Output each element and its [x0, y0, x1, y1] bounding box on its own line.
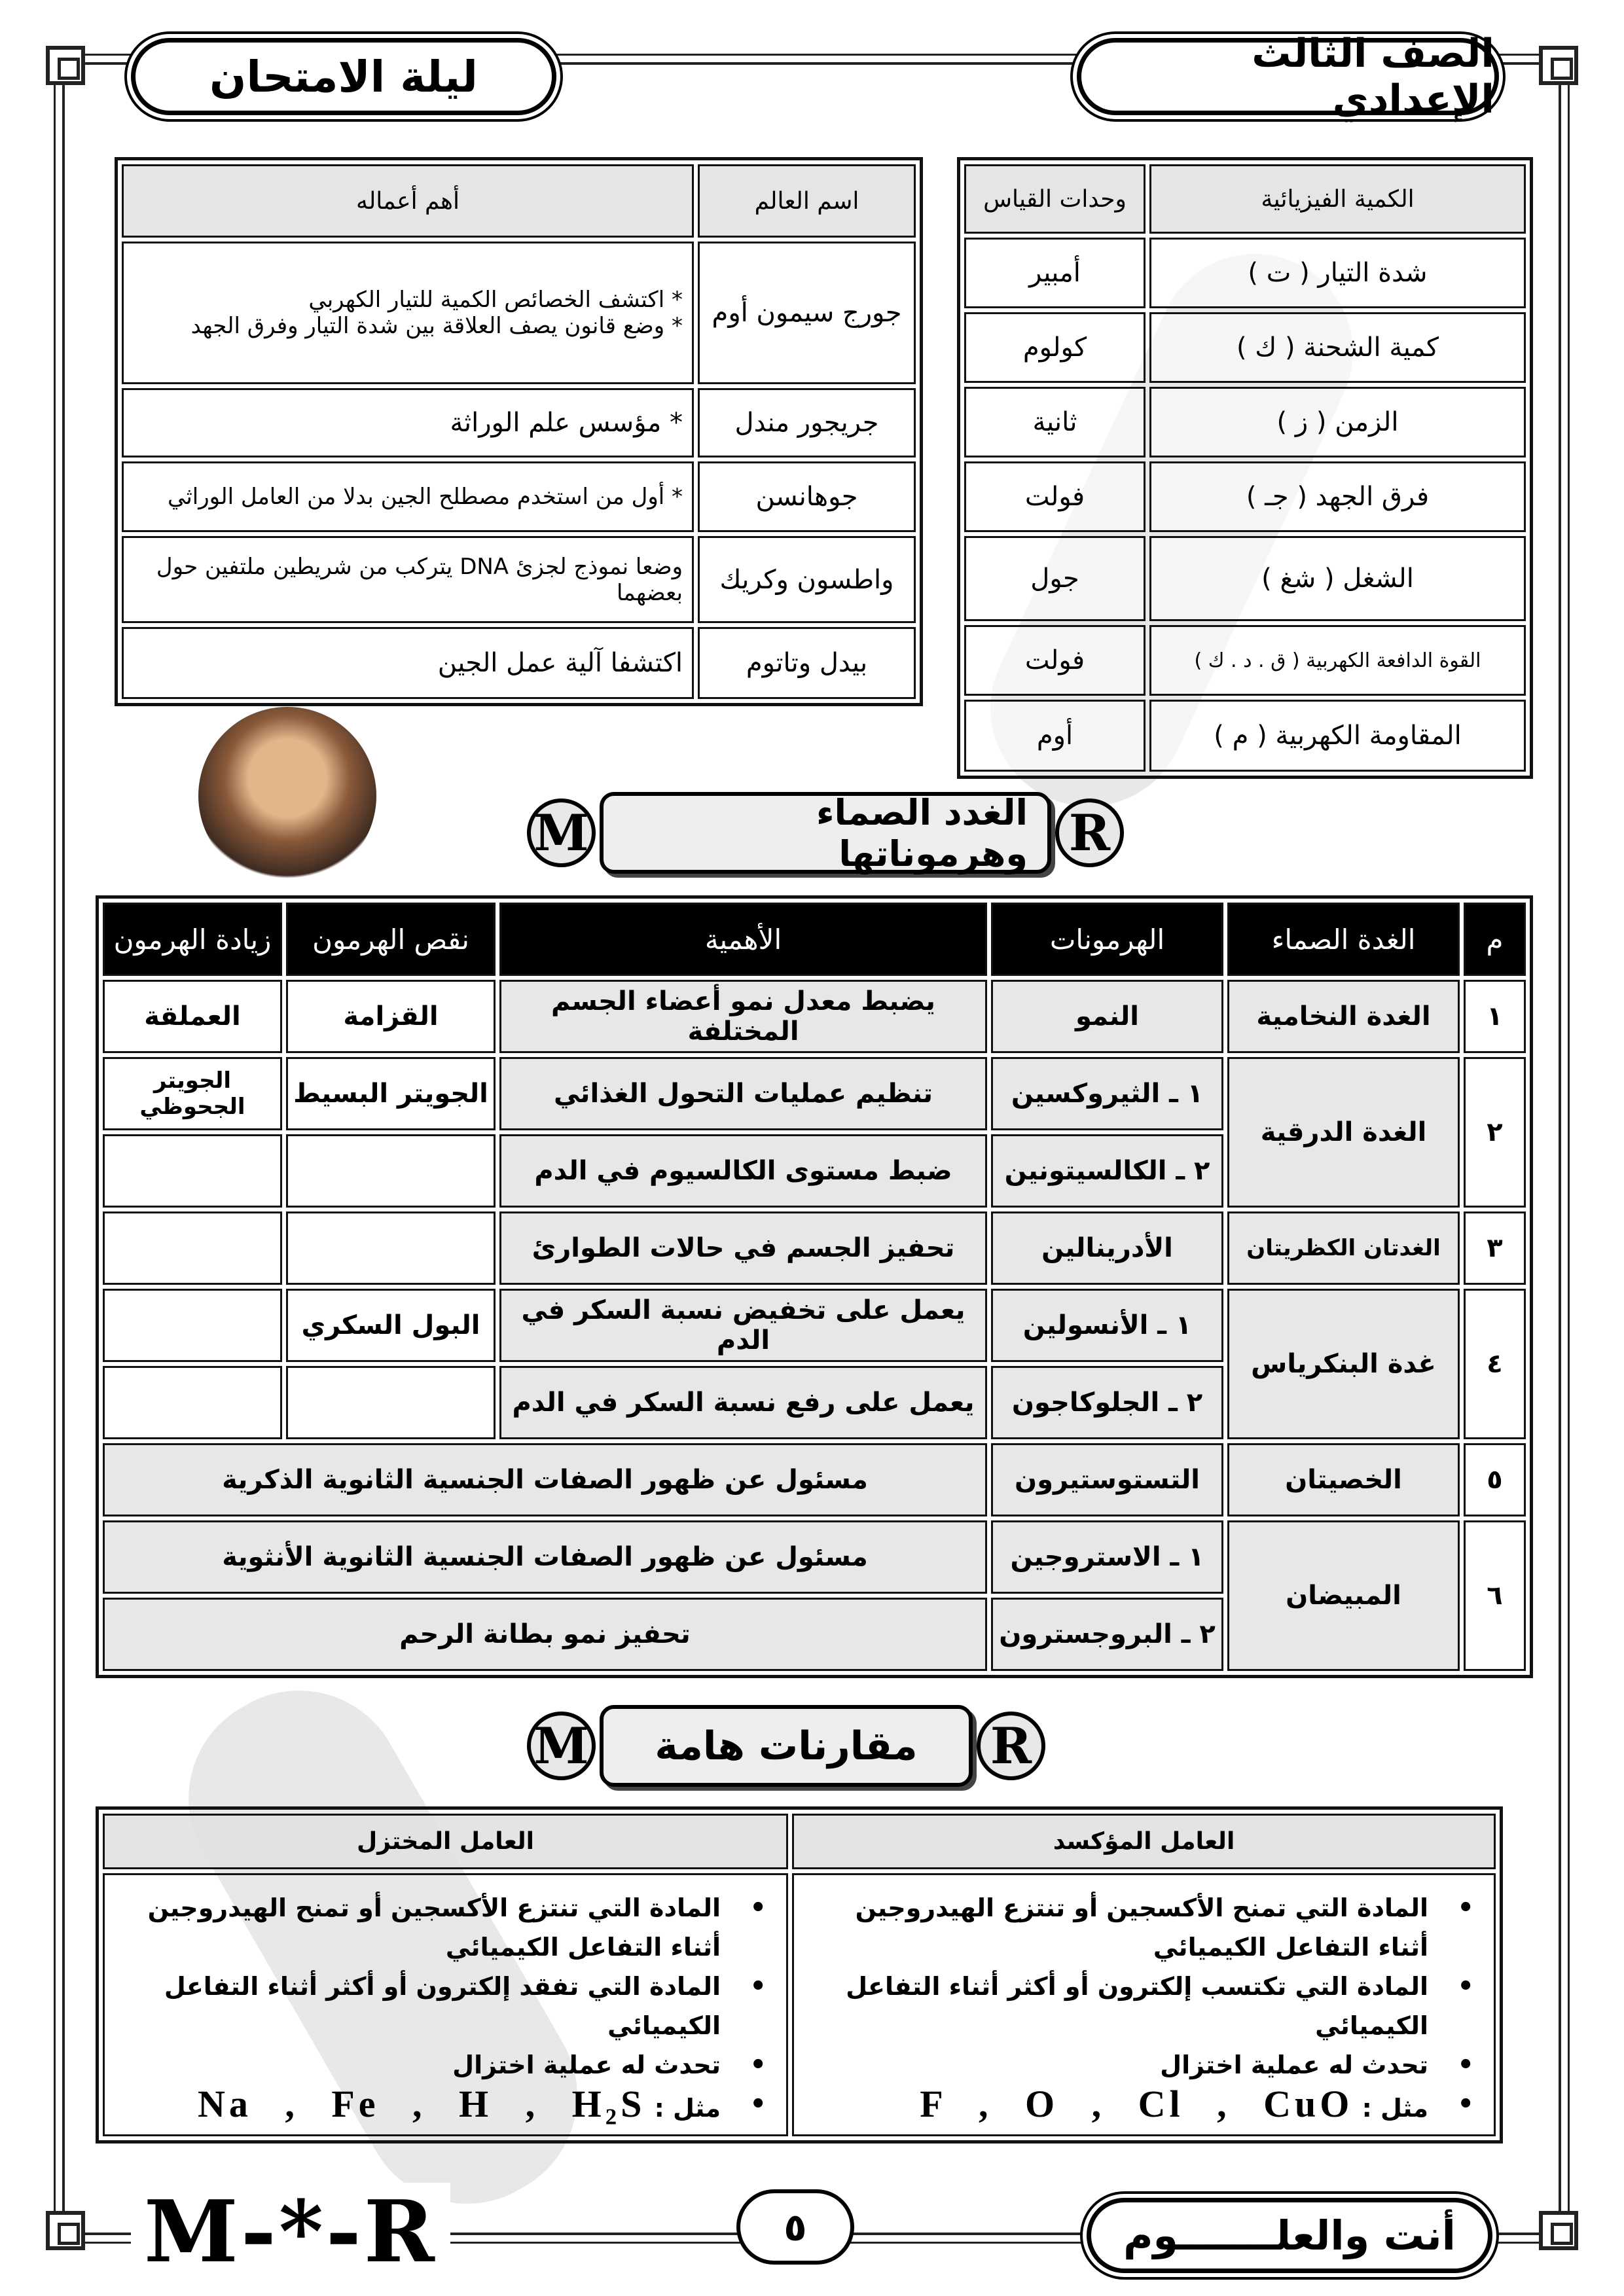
work-line: * مؤسس علم الوراثة [450, 408, 683, 438]
gland: غدة البنكرياس [1227, 1289, 1460, 1439]
importance: ضبط مستوى الكالسيوم في الدم [499, 1134, 987, 1208]
quantity: فرق الجهد ( جـ ) [1149, 461, 1526, 532]
table-row [964, 387, 1526, 457]
corner-ornament [1539, 2211, 1578, 2250]
importance: تحفيز الجسم في حالات الطوارئ [499, 1211, 987, 1285]
scientist-name: جريجور مندل [698, 388, 916, 457]
table-row [964, 461, 1526, 532]
corner-ornament [46, 46, 85, 85]
hormone: ١ ـ الثيروكسين [991, 1057, 1223, 1130]
footer-logo: M-*-R [131, 2183, 450, 2281]
corner-ornament [46, 2211, 85, 2250]
quantity: الزمن ( ز ) [1149, 387, 1526, 457]
excess: العملقة [103, 980, 282, 1053]
importance: يعمل على رفع نسبة السكر في الدم [499, 1366, 987, 1439]
row-number: ١ [1464, 980, 1526, 1053]
gland: الغدة النخامية [1227, 980, 1460, 1053]
badge-r: R [1055, 798, 1124, 867]
quantity: القوة الدافعة الكهربية ( ق . د . ك ) [1149, 625, 1526, 696]
scientist-portrait [198, 707, 376, 885]
table-row [122, 627, 916, 699]
importance: تحفيز نمو بطانة الرحم [103, 1598, 987, 1671]
corner-ornament [1539, 46, 1578, 85]
deficiency-empty [286, 1134, 496, 1208]
header-number: م [1464, 903, 1526, 976]
scientist-works [122, 461, 694, 532]
gland: الغدتان الكظريتان [1227, 1211, 1460, 1285]
scientist-works [122, 536, 694, 623]
scientist-name: جورج سيمون أوم [698, 242, 916, 384]
deficiency: القزامة [286, 980, 496, 1053]
row-number: ٤ [1464, 1289, 1526, 1439]
table-row [103, 1289, 1526, 1362]
point: • المادة التي تفقد إلكترون أو أكثر أثناء التفاعل الكيميائي [118, 1967, 767, 2045]
importance: يعمل على تخفيض نسبة السكر في الدم [499, 1289, 987, 1362]
work-line: * وضع قانون يصف العلاقة بين شدة التيار وفرق الجهد [190, 313, 683, 339]
hormone: ٢ ـ الجلوكاجون [991, 1366, 1223, 1439]
excess-empty [103, 1289, 282, 1362]
row-number: ٦ [1464, 1520, 1526, 1671]
section-header-comparisons [527, 1705, 1045, 1787]
table-row [964, 625, 1526, 696]
header-unit: وحدات القياس [964, 164, 1146, 234]
example-label: مثل : [654, 2094, 721, 2123]
unit: جول [964, 536, 1146, 621]
section-title: مقارنات هامة [600, 1705, 973, 1787]
unit: كولوم [964, 312, 1146, 383]
badge-m: M [527, 1712, 596, 1780]
header-gland: الغدة الصماء [1227, 903, 1460, 976]
hormone: ٢ ـ البروجسترون [991, 1598, 1223, 1671]
excess: الجويتر الجحوظي [103, 1057, 282, 1130]
hormone: ٢ ـ الكالسيتونين [991, 1134, 1223, 1208]
header-works: أهم أعماله [122, 164, 694, 238]
gland: المبيضان [1227, 1520, 1460, 1671]
header-right-title: الصف الثالث الإعدادي [1077, 38, 1499, 115]
table-row [103, 980, 1526, 1053]
scientist-works [122, 388, 694, 457]
gland: الغدة الدرقية [1227, 1057, 1460, 1208]
oxidizer-cell [792, 1873, 1496, 2136]
importance: تنظيم عمليات التحول الغذائي [499, 1057, 987, 1130]
unit: فولت [964, 461, 1146, 532]
scientists-table [115, 157, 923, 706]
scientist-name: واطسون وكريك [698, 536, 916, 623]
example-list: F , O , Cl , CuO [920, 2083, 1354, 2125]
importance: يضبط معدل نمو أعضاء الجسم المختلفة [499, 980, 987, 1053]
examples [118, 2085, 767, 2128]
hormone: ١ ـ الأنسولين [991, 1289, 1223, 1362]
header-hormones: الهرمونات [991, 903, 1223, 976]
importance: مسئول عن ظهور الصفات الجنسية الثانوية الأنثوية [103, 1520, 987, 1594]
excess-empty [103, 1134, 282, 1208]
example-label: مثل : [1362, 2094, 1428, 2123]
hormones-table [96, 895, 1533, 1678]
header-scientist-name: اسم العالم [698, 164, 916, 238]
deficiency: الجويتر البسيط [286, 1057, 496, 1130]
deficiency-empty [286, 1211, 496, 1285]
row-number: ٣ [1464, 1211, 1526, 1285]
table-row [964, 312, 1526, 383]
units-table [957, 157, 1533, 779]
header-left-title: ليلة الامتحان [131, 38, 556, 115]
table-row [122, 536, 916, 623]
table-row [122, 242, 916, 384]
quantity: المقاومة الكهربية ( م ) [1149, 700, 1526, 772]
quantity: الشغل ( شغ ) [1149, 536, 1526, 621]
quantity: شدة التيار ( ت ) [1149, 238, 1526, 308]
point: • المادة التي تكتسب إلكترون أو أكثر أثناء التفاعل الكيميائي [807, 1967, 1474, 2045]
excess-empty [103, 1366, 282, 1439]
unit: أوم [964, 700, 1146, 772]
badge-r: R [977, 1712, 1045, 1780]
badge-m: M [527, 798, 596, 867]
scientist-works [122, 627, 694, 699]
table-row [964, 536, 1526, 621]
comparison-table [96, 1806, 1503, 2144]
table-row [103, 1443, 1526, 1516]
point: • تحدث له عملية اختزال [118, 2045, 767, 2085]
scientist-name: جوهانسن [698, 461, 916, 532]
hormone: التستوستيرون [991, 1443, 1223, 1516]
table-row [122, 388, 916, 457]
deficiency: البول السكري [286, 1289, 496, 1362]
row-number: ٥ [1464, 1443, 1526, 1516]
header-reducer: العامل المختزل [103, 1814, 788, 1869]
deficiency-empty [286, 1366, 496, 1439]
point: • تحدث له عملية اختزال [807, 2045, 1474, 2085]
table-row [964, 238, 1526, 308]
table-row [103, 1057, 1526, 1130]
hormone: النمو [991, 980, 1223, 1053]
table-row [964, 700, 1526, 772]
unit: ثانية [964, 387, 1146, 457]
header-importance: الأهمية [499, 903, 987, 976]
gland: الخصيتان [1227, 1443, 1460, 1516]
header-excess: زيادة الهرمون [103, 903, 282, 976]
quantity: كمية الشحنة ( ك ) [1149, 312, 1526, 383]
importance: مسئول عن ظهور الصفات الجنسية الثانوية الذكرية [103, 1443, 987, 1516]
section-header-hormones [527, 792, 1124, 874]
page-number: ٥ [736, 2189, 854, 2265]
header-quantity: الكمية الفيزيائية [1149, 164, 1526, 234]
unit: فولت [964, 625, 1146, 696]
hormone: ١ ـ الاستروجين [991, 1520, 1223, 1594]
header-deficiency: نقص الهرمون [286, 903, 496, 976]
examples [807, 2085, 1474, 2128]
row-number: ٢ [1464, 1057, 1526, 1208]
table-row [103, 1520, 1526, 1594]
section-title: الغدد الصماء وهرموناتها [600, 792, 1051, 874]
header-oxidizer: العامل المؤكسد [792, 1814, 1496, 1869]
work-line: * اكتشف الخصائص الكمية للتيار الكهربي [308, 287, 683, 313]
reducer-cell [103, 1873, 788, 2136]
point: • المادة التي تمنح الأكسجين أو تنتزع الهيدروجين أثناء التفاعل الكيميائي [807, 1888, 1474, 1967]
table-row [103, 1211, 1526, 1285]
footer-right-title: أنت والعلـــــــوم [1087, 2198, 1492, 2273]
work-line: * أول من استخدم مصطلح الجين بدلا من العامل الوراثي [167, 484, 683, 510]
example-list: Na , Fe , H , H₂S [197, 2083, 646, 2125]
work-line: وضعا نموذج لجزئ DNA يتركب من شريطين ملتفين حول بعضهما [156, 553, 683, 606]
hormone: الأدرينالين [991, 1211, 1223, 1285]
table-row [122, 461, 916, 532]
excess-empty [103, 1211, 282, 1285]
scientist-works [122, 242, 694, 384]
scientist-name: بيدل وتاتوم [698, 627, 916, 699]
unit: أمبير [964, 238, 1146, 308]
work-line: اكتشفا آلية عمل الجين [437, 648, 683, 678]
point: • المادة التي تنتزع الأكسجين أو تمنح الهيدروجين أثناء التفاعل الكيميائي [118, 1888, 767, 1967]
